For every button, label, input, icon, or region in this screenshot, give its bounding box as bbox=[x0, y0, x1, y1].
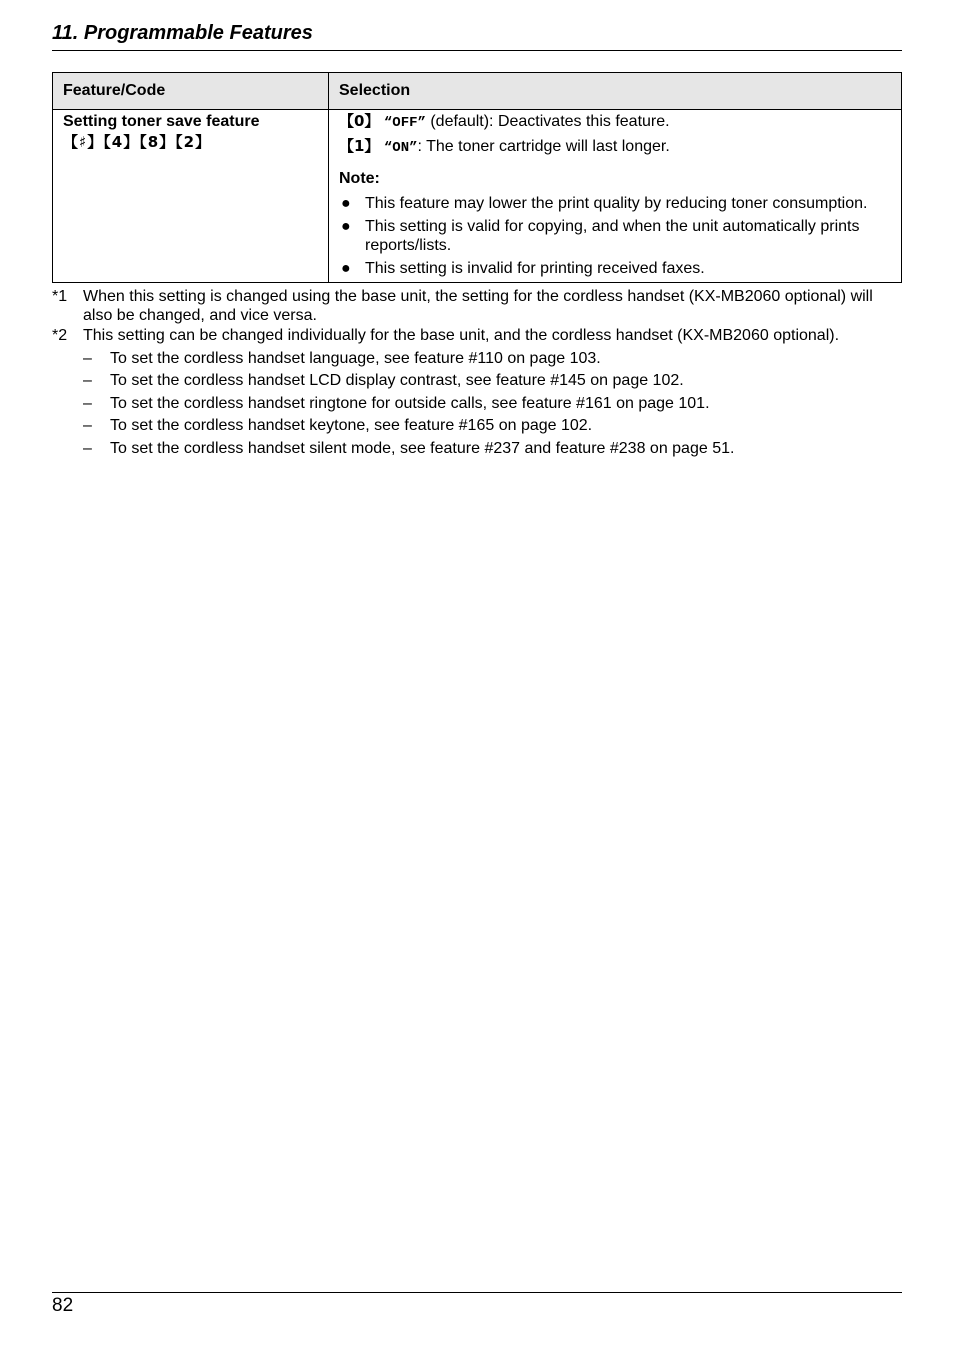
selection-cell bbox=[329, 110, 902, 283]
dash-icon: – bbox=[83, 372, 92, 389]
option-lcd-text: “ON” bbox=[383, 140, 418, 156]
note-text: This feature may lower the print quality by reducing toner consumption. bbox=[365, 195, 868, 212]
list-item bbox=[52, 394, 904, 413]
bullet-icon: ● bbox=[341, 218, 351, 235]
feature-code: 【♯】【4】【8】【2】 bbox=[63, 133, 212, 151]
feature-name: Setting toner save feature bbox=[63, 113, 260, 130]
bullet-icon: ● bbox=[341, 195, 351, 212]
list-item bbox=[339, 217, 891, 255]
list-item bbox=[339, 259, 891, 278]
bullet-icon: ● bbox=[341, 260, 351, 277]
list-item bbox=[339, 194, 891, 213]
feature-table bbox=[52, 72, 902, 283]
list-item bbox=[52, 349, 904, 368]
list-item-text: To set the cordless handset silent mode, see feature #237 and feature #238 on page 51. bbox=[110, 439, 735, 457]
footnotes bbox=[52, 287, 904, 458]
list-item-text: To set the cordless handset keytone, see feature #165 on page 102. bbox=[110, 417, 593, 434]
option-key: 【0】 bbox=[339, 112, 380, 130]
table-row bbox=[53, 110, 902, 283]
footnote-1 bbox=[52, 287, 904, 325]
list-item-text: To set the cordless handset language, see feature #110 on page 103. bbox=[110, 349, 601, 367]
note-list bbox=[339, 194, 891, 278]
page-title: 11. Programmable Features bbox=[52, 22, 902, 51]
list-item-text: To set the cordless handset ringtone for outside calls, see feature #161 on page 101. bbox=[110, 394, 710, 412]
option-lcd-text: “OFF” bbox=[383, 115, 426, 131]
footnote-text: When this setting is changed using the base unit, the setting for the cordless handset (KX-MB2060 optional) will also be changed, and vice versa. bbox=[83, 288, 873, 324]
option-description: : The toner cartridge will last longer. bbox=[417, 138, 670, 155]
dash-icon: – bbox=[83, 394, 92, 412]
option-description: (default): Deactivates this feature. bbox=[425, 113, 670, 130]
feature-cell bbox=[53, 110, 329, 283]
column-header-selection: Selection bbox=[329, 73, 902, 110]
list-item bbox=[52, 439, 904, 458]
footnote-mark: *1 bbox=[52, 288, 68, 305]
footnote-2-list bbox=[52, 349, 904, 458]
page-number: 82 bbox=[52, 1292, 902, 1317]
list-item bbox=[52, 416, 904, 435]
footnote-mark: *2 bbox=[52, 327, 68, 344]
column-header-feature-code: Feature/Code bbox=[53, 73, 329, 110]
note-text: This setting is valid for copying, and when the unit automatically prints reports/lists. bbox=[365, 218, 860, 254]
dash-icon: – bbox=[83, 349, 92, 367]
list-item-text: To set the cordless handset LCD display contrast, see feature #145 on page 102. bbox=[110, 372, 684, 389]
dash-icon: – bbox=[83, 439, 92, 457]
footnote-2 bbox=[52, 326, 904, 345]
note-text: This setting is invalid for printing received faxes. bbox=[365, 260, 705, 277]
option-on bbox=[339, 135, 891, 160]
list-item bbox=[52, 371, 904, 390]
option-off bbox=[339, 110, 891, 135]
footnote-text: This setting can be changed individually for the base unit, and the cordless handset (KX-MB2060 optional). bbox=[83, 327, 840, 344]
table-header-row bbox=[53, 73, 902, 110]
dash-icon: – bbox=[83, 417, 92, 434]
option-key: 【1】 bbox=[339, 137, 380, 155]
note-title: Note: bbox=[339, 170, 380, 187]
